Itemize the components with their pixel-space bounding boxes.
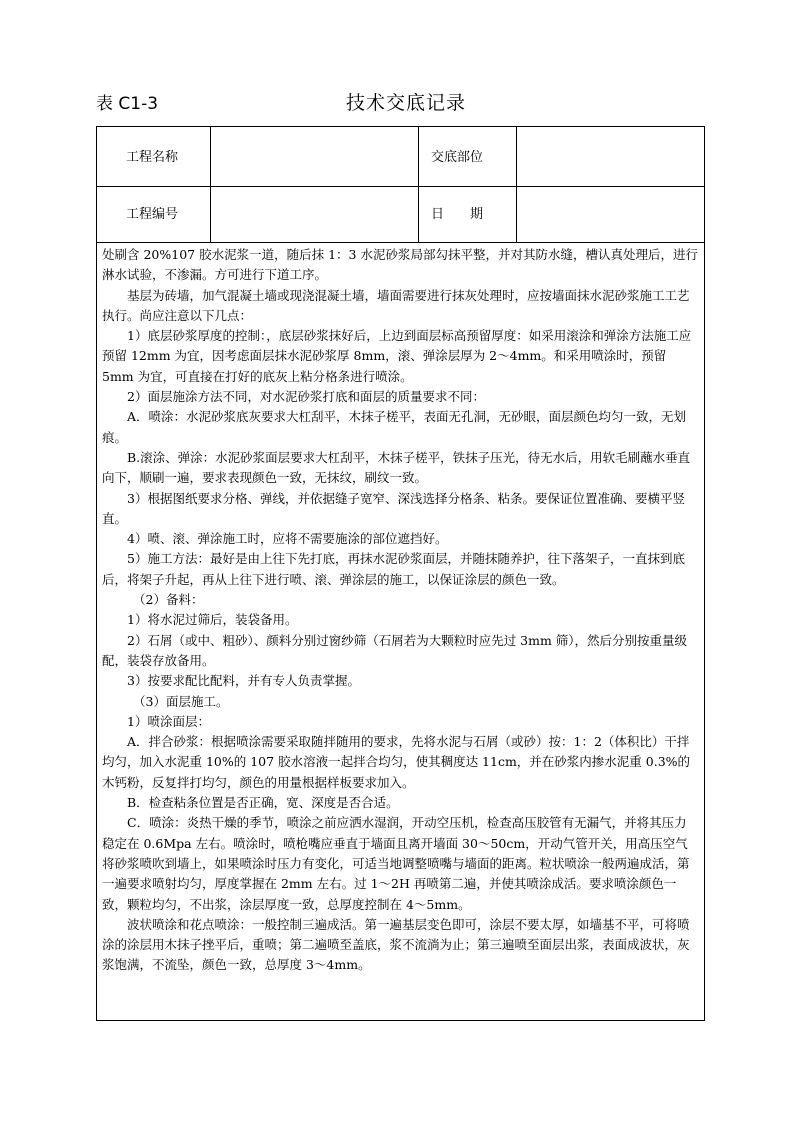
page-title: 技术交底记录 bbox=[346, 92, 467, 114]
paragraph: 2）石屑（或中、粗砂）、颜料分别过窗纱筛（石屑若为大颗粒时应先过 3mm 筛），然后分别按重量级配，装袋存放备用。 bbox=[102, 632, 688, 668]
column-divider bbox=[418, 127, 419, 242]
paragraph: 2）面层施涂方法不同，对水泥砂浆打底和面层的质量要求不同： bbox=[127, 389, 485, 405]
handover-part-label: 交底部位 bbox=[431, 150, 484, 165]
paragraph: 处刷含 20%107 胶水泥浆一道，随后抹 1：3 水泥砂浆局部勾抹平整，并对其防水缝，槽认真处理后，进行淋水试验，不渗漏。方可进行下道工序。 bbox=[102, 247, 698, 283]
paragraph: A．拌合砂浆：根据喷涂需要采取随拌随用的要求，先将水泥与石屑（或砂）按：1：2（体积比）干拌均匀，加入水泥重 10%的 107 胶水溶液一起拌合均匀，使其稠度达 11cm，并在砂浆内掺水泥重 0.3%的木钙粉，反复拌打均匀，颜色的用量根据样板要求加入。 bbox=[102, 734, 691, 790]
paragraph: B．检查粘条位置是否正确，宽、深度是否合适。 bbox=[127, 795, 399, 811]
date-label: 日 期 bbox=[431, 207, 484, 222]
handover-content bbox=[102, 245, 699, 976]
paragraph: 3）根据图纸要求分格、弹线，并依据缝子宽窄、深浅选择分格条、粘条。要保证位置准确、要横平竖直。 bbox=[102, 490, 685, 526]
column-divider bbox=[516, 127, 517, 242]
paragraph: 基层为砖墙，加气混凝土墙或现浇混凝土墙，墙面需要进行抹灰处理时，应按墙面抹水泥砂浆施工工艺执行。尚应注意以下几点： bbox=[102, 287, 690, 323]
paragraph: 3）按要求配比配料，并有专人负责掌握。 bbox=[127, 673, 360, 689]
project-number-label: 工程编号 bbox=[126, 207, 179, 222]
form-code: 表 C1-3 bbox=[96, 94, 159, 114]
row-divider bbox=[97, 186, 704, 187]
row-divider bbox=[97, 242, 704, 243]
paragraph: 4）喷、滚、弹涂施工时，应将不需要施涂的部位遮挡好。 bbox=[127, 531, 448, 547]
paragraph: C．喷涂：炎热干燥的季节，喷涂之前应洒水湿润，开动空压机，检查高压胶管有无漏气，并将其压力稳定在 0.6Mpa 左右。喷涂时，喷枪嘴应垂直于墙面且离开墙面 30～50cm，开动气管开关，用高压空气将砂浆喷吹到墙上，如果喷涂时压力有变化，可适当地调整喷嘴与墙面的距离。粒状喷涂一般两遍成活，第一遍要求喷射均匀，厚度掌握在 2mm 左右。过 1～2H 再喷第二遍，并使其喷涂成活。要求喷涂颜色一致，颗粒均匀，不出浆，涂层厚度一致，总厚度控制在 4～5mm。 bbox=[102, 815, 690, 912]
paragraph: 1）将水泥过筛后，装袋备用。 bbox=[127, 612, 298, 628]
column-divider bbox=[210, 127, 211, 242]
section-heading: （2）备料： bbox=[133, 592, 204, 608]
record-form bbox=[96, 126, 705, 1021]
paragraph: 波状喷涂和花点喷涂：一般控制三遍成活。第一遍基层变色即可，涂层不要太厚，如墙基不平，可将喷涂的涂层用木抹子挫平后，重喷；第二遍喷至盖底，浆不流淌为止；第三遍喷至面层出浆，表面成波状，灰浆饱满，不流坠，颜色一致，总厚度 3～4mm。 bbox=[102, 916, 690, 973]
project-name-label: 工程名称 bbox=[126, 150, 179, 165]
paragraph: 5）施工方法：最好是由上往下先打底，再抹水泥砂浆面层，并随抹随养护，往下落架子，一直抹到底后，将架子升起，再从上往下进行喷、滚、弹涂层的施工，以保证涂层的颜色一致。 bbox=[102, 551, 685, 587]
section-heading: （3）面层施工。 bbox=[133, 693, 229, 709]
paragraph: 1）喷涂面层： bbox=[127, 713, 210, 729]
paragraph: A．喷涂：水泥砂浆底灰要求大杠刮平，木抹子槎平，表面无孔洞，无砂眼，面层颜色均匀一致，无划痕。 bbox=[102, 409, 687, 445]
paragraph: B.滚涂、弹涂：水泥砂浆面层要求大杠刮平，木抹子槎平，铁抹子压光，待无水后，用软毛刷蘸水垂直向下，顺刷一遍，要求表现颜色一致，无抹纹，刷纹一致。 bbox=[102, 449, 691, 486]
paragraph: 1）底层砂浆厚度的控制：，底层砂浆抹好后，上边到面层标高预留厚度：如采用滚涂和弹涂方法施工应预留 12mm 为宜，因考虑面层抹水泥砂浆厚 8mm，滚、弹涂层厚为 2～4mm。和采用喷涂时，预留 5mm 为宜，可直接在打好的底灰上粘分格条进行喷涂。 bbox=[102, 328, 692, 384]
